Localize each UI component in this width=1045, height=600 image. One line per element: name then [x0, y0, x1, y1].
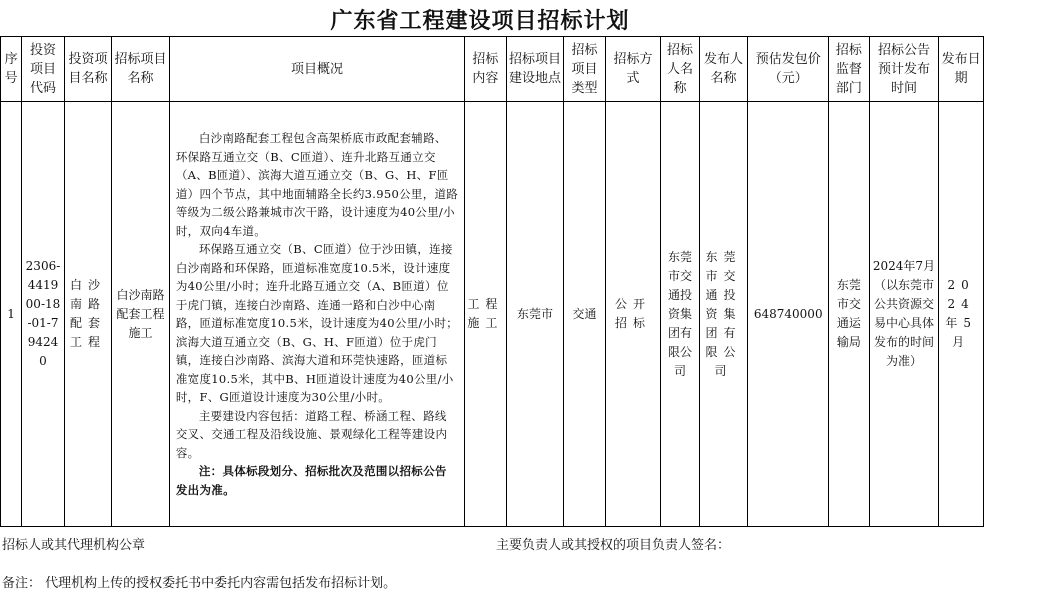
- cell-invest-code: 2306-441900-18-01-794240: [22, 102, 64, 527]
- cell-seq: 1: [1, 102, 22, 527]
- overview-paragraph-1: 白沙南路配套工程包含高架桥底市政配套辅路、环保路互通立交（B、C匝道）、连升北路互通立交（A、B匝道）、滨海大道互通立交（B、G、H、F匝道）四个节点，其中地面辅路全长约3.950公里，道路等级为二级公路兼城市次干路，设计速度为40公里/小时，双向4车道。: [175, 131, 459, 238]
- header-supervision: 招标监督部门: [829, 37, 869, 102]
- header-type: 招标项目类型: [564, 37, 605, 102]
- header-invest-name: 投资项目名称: [64, 37, 112, 102]
- cell-announce-time: 2024年7月（以东莞市公共资源交易中心具体发布的时间为准）: [869, 102, 939, 527]
- cell-tender-name: 白沙南路配套工程施工: [112, 102, 170, 527]
- page-title: 广东省工程建设项目招标计划: [330, 9, 630, 34]
- signature-label: 主要负责人或其授权的项目负责人签名：: [496, 538, 731, 553]
- cell-publish-date: 2024年5月: [939, 102, 984, 527]
- overview-note: 注：具体标段划分、招标批次及范围以招标公告发出为准。: [175, 464, 447, 497]
- remark-text: 备注： 代理机构上传的授权委托书中委托内容需包括发布招标计划。: [2, 576, 397, 591]
- seal-label: 招标人或其代理机构公章: [2, 538, 146, 553]
- cell-publisher: 东莞市交通投资集团有限公司: [699, 102, 748, 527]
- header-invest-code: 投资项目代码: [22, 37, 64, 102]
- cell-invest-name: 白沙南路配套工程: [64, 102, 112, 527]
- cell-tender-content: 工程施工: [465, 102, 506, 527]
- cell-price: 648740000: [748, 102, 829, 527]
- tender-plan-table: [0, 36, 984, 527]
- cell-supervision: 东莞市交通运输局: [829, 102, 869, 527]
- header-overview: 项目概况: [169, 37, 464, 102]
- header-tender-content: 招标内容: [465, 37, 506, 102]
- table-header-row: [1, 37, 984, 102]
- overview-paragraph-2: 环保路互通立交（B、C匝道）位于沙田镇，连接白沙南路和环保路，匝道标准宽度10.5米，设计速度为40公里/小时；连升北路互通立交（A、B匝道）位于虎门镇，连接白沙南路、连通一路和白沙中心南路，匝道标准宽度10.5米，设计速度为40公里/小时；滨海大道互通立交（B、G、H、F匝道）位于虎门镇，连接白沙南路、滨海大道和环莞快速路，匝道标准宽度10.5米，其中B、H匝道设计速度为40公里/小时，F、G匝道设计速度为30公里/小时。: [175, 242, 459, 404]
- cell-type: 交通: [564, 102, 605, 527]
- table-row: [1, 102, 984, 527]
- header-publish-date: 发布日期: [939, 37, 984, 102]
- header-price: 预估发包价（元）: [748, 37, 829, 102]
- header-tender-name: 招标项目名称: [112, 37, 170, 102]
- cell-location: 东莞市: [506, 102, 564, 527]
- header-location: 招标项目建设地点: [506, 37, 564, 102]
- cell-overview: [169, 102, 464, 527]
- header-method: 招标方式: [605, 37, 661, 102]
- header-announce-time: 招标公告预计发布时间: [869, 37, 939, 102]
- header-seq: 序号: [1, 37, 22, 102]
- cell-tenderer: 东莞市交通投资集团有限公司: [661, 102, 699, 527]
- cell-method: 公开招标: [605, 102, 661, 527]
- header-tenderer: 招标人名称: [661, 37, 699, 102]
- header-publisher: 发布人名称: [699, 37, 748, 102]
- overview-paragraph-3: 主要建设内容包括：道路工程、桥涵工程、路线交叉、交通工程及沿线设施、景观绿化工程等建设内容。: [175, 408, 448, 460]
